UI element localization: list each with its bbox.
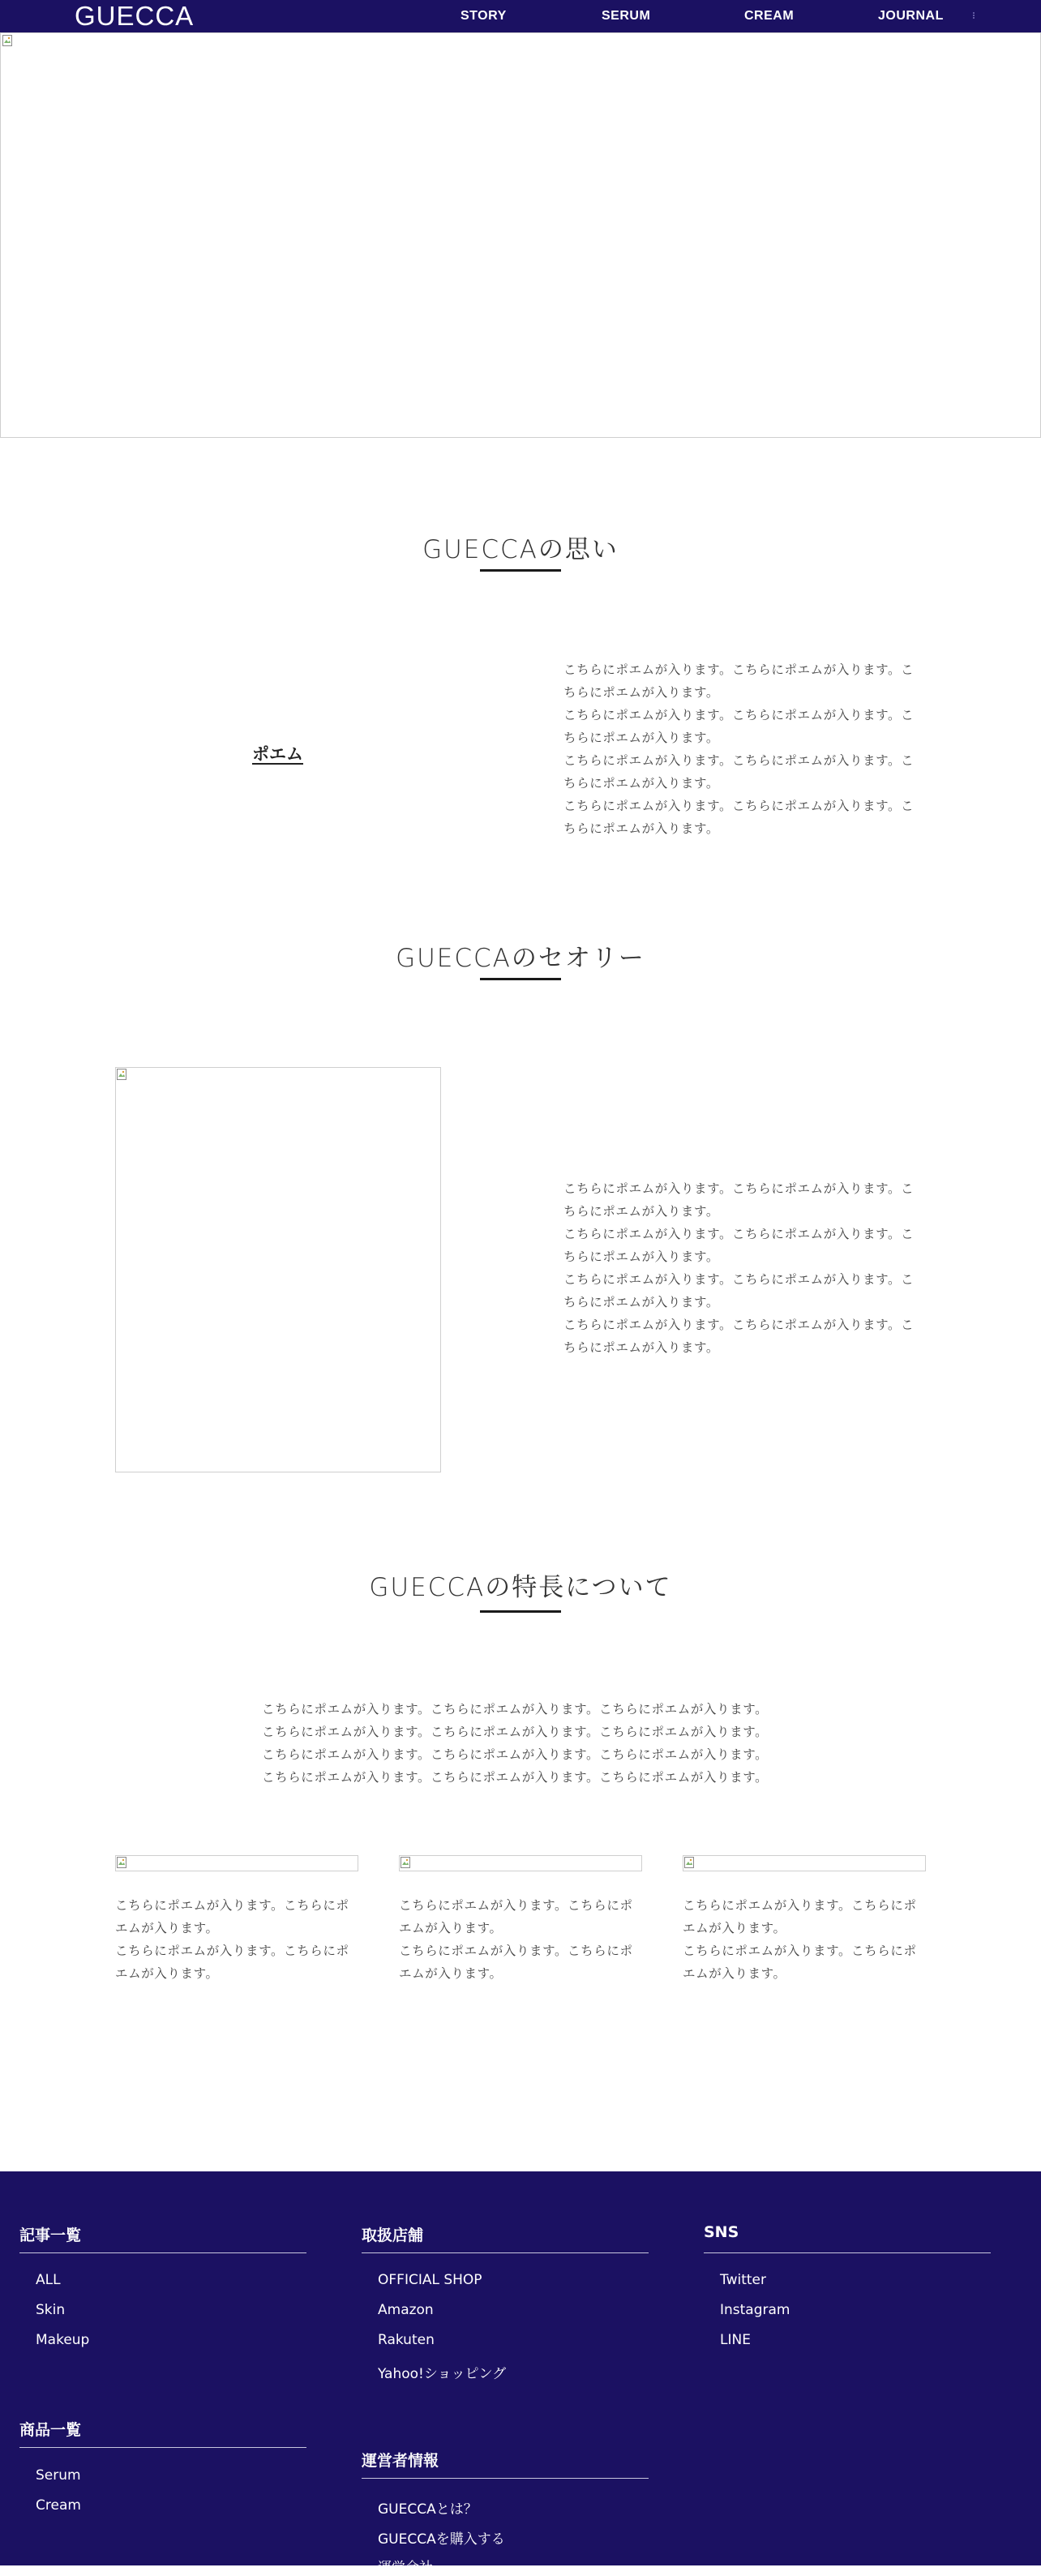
footer-link-company[interactable]: 運営会社	[378, 2560, 433, 2576]
text-line: ちらにポエムが入ります。	[563, 1340, 719, 1355]
text-line: こちらにポエムが入ります。こちらにポ	[115, 1944, 349, 1958]
text-line: エムが入ります。	[399, 1921, 503, 1935]
text-line: こちらにポエムが入ります。こちらにポエムが入ります。こ	[563, 1272, 915, 1287]
nav-serum[interactable]: SERUM	[602, 9, 651, 23]
section-title-theory: GUECCAのセオリー	[396, 944, 645, 973]
title-underline	[480, 978, 561, 980]
text-line: ちらにポエムが入ります。	[563, 731, 719, 745]
text-line: ちらにポエムが入ります。	[563, 1249, 719, 1264]
text-line: こちらにポエムが入ります。こちらにポエムが入ります。こちらにポエムが入ります。	[262, 1770, 769, 1785]
footer-link-line[interactable]: LINE	[720, 2332, 751, 2348]
footer-heading-articles: 記事一覧	[19, 2227, 82, 2244]
theory-paragraph	[563, 1177, 928, 1359]
theory-image	[115, 1067, 441, 1472]
text-line: エムが入ります。	[399, 1966, 503, 1981]
nav-journal[interactable]: JOURNAL	[878, 9, 944, 23]
text-line: ちらにポエムが入ります。	[563, 776, 719, 791]
text-line: こちらにポエムが入ります。こちらにポエムが入ります。こ	[563, 662, 915, 677]
footer-link-about[interactable]: GUECCAとは？	[378, 2501, 478, 2518]
broken-image-icon	[401, 1857, 410, 1868]
text-line: エムが入ります。	[115, 1921, 219, 1935]
text-line: ちらにポエムが入ります。	[563, 1295, 719, 1309]
text-line: エムが入ります。	[683, 1921, 786, 1935]
footer-divider	[362, 2252, 649, 2253]
text-line: ちらにポエムが入ります。	[563, 685, 719, 700]
features-intro	[262, 1698, 797, 1789]
text-line: こちらにポエムが入ります。こちらにポエムが入ります。こ	[563, 1181, 915, 1196]
section-title-features: GUECCAの特長について	[369, 1573, 672, 1602]
poem-link[interactable]: ポエム	[252, 744, 303, 764]
feature-card-text	[115, 1894, 366, 1985]
text-line: こちらにポエムが入ります。こちらにポ	[683, 1944, 917, 1958]
thought-paragraph	[563, 658, 928, 840]
menu-toggle-icon[interactable]	[971, 11, 976, 21]
feature-card-image	[683, 1855, 926, 1871]
footer-link-serum[interactable]: Serum	[36, 2467, 81, 2484]
feature-card-text	[683, 1894, 934, 1985]
site-logo[interactable]: GUECCA	[75, 1, 195, 31]
text-line: ちらにポエムが入ります。	[563, 821, 719, 836]
broken-image-icon	[117, 1857, 126, 1868]
section-title-thought: GUECCAの思い	[422, 535, 619, 564]
nav-cream[interactable]: CREAM	[744, 9, 795, 23]
text-line: こちらにポエムが入ります。こちらにポエムが入ります。こちらにポエムが入ります。	[262, 1747, 769, 1762]
footer-link-makeup[interactable]: Makeup	[36, 2332, 90, 2348]
footer-heading-stores: 取扱店舗	[362, 2227, 424, 2244]
footer-heading-operator: 運営者情報	[362, 2452, 439, 2470]
text-line: エムが入ります。	[683, 1966, 786, 1981]
text-line: こちらにポエムが入ります。こちらにポ	[115, 1898, 349, 1913]
footer-link-yahoo-shopping[interactable]: Yahoo!ショッピング	[378, 2366, 507, 2382]
feature-card-image	[115, 1855, 358, 1871]
text-line: こちらにポエムが入ります。こちらにポエムが入ります。こ	[563, 799, 915, 813]
text-line: こちらにポエムが入ります。こちらにポ	[399, 1898, 633, 1913]
text-line: こちらにポエムが入ります。こちらにポエムが入ります。こ	[563, 1318, 915, 1332]
footer-divider	[362, 2478, 649, 2479]
footer-link-cream[interactable]: Cream	[36, 2497, 81, 2514]
text-line: こちらにポエムが入ります。こちらにポエムが入ります。こ	[563, 753, 915, 768]
text-line: ちらにポエムが入ります。	[563, 1204, 719, 1219]
footer-link-official-shop[interactable]: OFFICIAL SHOP	[378, 2272, 482, 2288]
footer-divider	[19, 2447, 306, 2448]
footer-link-instagram[interactable]: Instagram	[720, 2302, 790, 2318]
feature-card-image	[399, 1855, 642, 1871]
text-line: こちらにポエムが入ります。こちらにポエムが入ります。こちらにポエムが入ります。	[262, 1725, 769, 1739]
text-line: エムが入ります。	[115, 1966, 219, 1981]
text-line: こちらにポエムが入ります。こちらにポエムが入ります。こちらにポエムが入ります。	[262, 1702, 769, 1717]
text-line: こちらにポエムが入ります。こちらにポエムが入ります。こ	[563, 708, 915, 722]
site-footer	[0, 2171, 1041, 2576]
title-underline	[480, 569, 561, 572]
nav-story[interactable]: STORY	[461, 9, 507, 23]
footer-divider	[19, 2252, 306, 2253]
hero-image	[0, 32, 1041, 438]
site-header	[0, 0, 1041, 32]
footer-link-amazon[interactable]: Amazon	[378, 2302, 434, 2318]
footer-link-all[interactable]: ALL	[36, 2272, 61, 2288]
footer-heading-sns: SNS	[704, 2223, 739, 2241]
footer-divider	[704, 2252, 991, 2253]
footer-heading-products: 商品一覧	[19, 2421, 82, 2439]
text-line: こちらにポエムが入ります。こちらにポエムが入ります。こ	[563, 1227, 915, 1241]
footer-link-rakuten[interactable]: Rakuten	[378, 2332, 435, 2348]
text-line: こちらにポエムが入ります。こちらにポ	[683, 1898, 917, 1913]
broken-image-icon	[117, 1069, 126, 1080]
feature-card-text	[399, 1894, 650, 1985]
text-line: こちらにポエムが入ります。こちらにポ	[399, 1944, 633, 1958]
broken-image-icon	[2, 35, 12, 46]
footer-link-purchase[interactable]: GUECCAを購入する	[378, 2531, 505, 2548]
footer-link-twitter[interactable]: Twitter	[720, 2272, 766, 2288]
title-underline	[480, 1610, 561, 1613]
footer-link-skin[interactable]: Skin	[36, 2302, 66, 2318]
broken-image-icon	[684, 1857, 694, 1868]
